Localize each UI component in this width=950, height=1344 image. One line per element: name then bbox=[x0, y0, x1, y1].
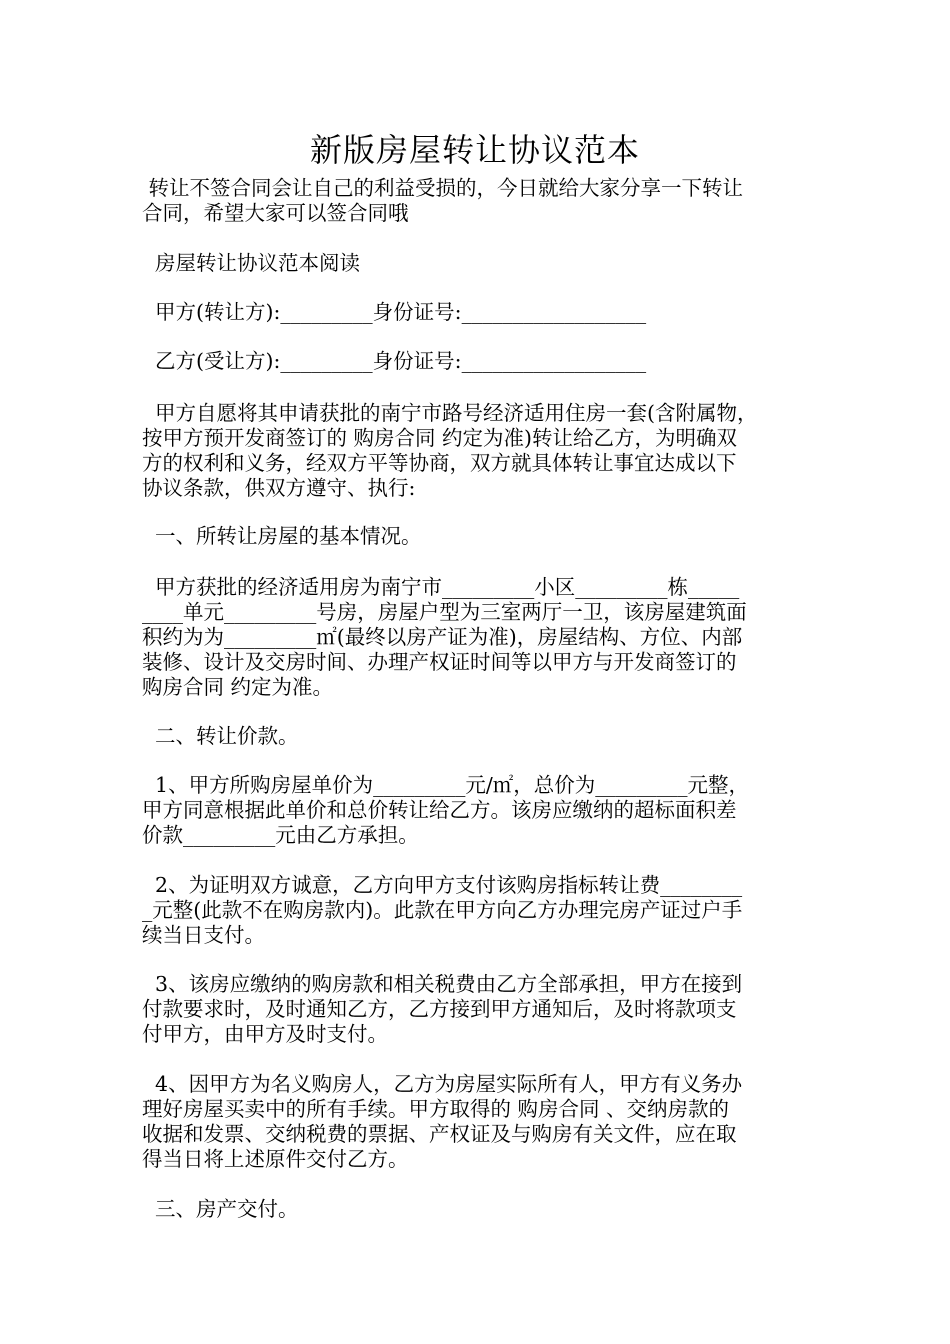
preamble-line: 甲方自愿将其申请获批的南宁市路号经济适用住房一套(含附属物， bbox=[142, 401, 758, 425]
clause-2-line: _元整(此款不在购房款内)。此款在甲方向乙方办理完房产证过户手 bbox=[142, 898, 743, 922]
clause-1-line: 价款_________元由乙方承担。 bbox=[142, 823, 419, 847]
clause-3-line: 3、该房应缴纳的购房款和相关税费由乙方全部承担，甲方在接到 bbox=[142, 972, 743, 996]
document-title: 新版房屋转让协议范本 bbox=[309, 131, 640, 169]
party-b-line: 乙方(受让方):_________身份证号:__________________ bbox=[142, 349, 647, 373]
clause-3-line: 付款要求时，及时通知乙方，乙方接到甲方通知后，及时将款项支 bbox=[142, 997, 737, 1021]
section-1-line: 甲方获批的经济适用房为南宁市_________小区_________栋_____ bbox=[142, 575, 740, 599]
clause-1-line: 1、甲方所购房屋单价为_________元/㎡，总价为_________元整， bbox=[142, 773, 749, 797]
section-1-line: 购房合同 约定为准。 bbox=[142, 675, 334, 699]
party-a-line: 甲方(转让方):_________身份证号:__________________ bbox=[142, 300, 647, 324]
clause-4-line: 4、因甲方为名义购房人，乙方为房屋实际所有人，甲方有义务办 bbox=[142, 1072, 743, 1096]
clause-4-line: 理好房屋买卖中的所有手续。甲方取得的 购房合同 、交纳房款的 bbox=[142, 1097, 730, 1121]
intro-line: 转让不签合同会让自己的利益受损的，今日就给大家分享一下转让 bbox=[142, 176, 744, 200]
clause-1-line: 甲方同意根据此单价和总价转让给乙方。该房应缴纳的超标面积差 bbox=[142, 798, 737, 822]
clause-3-line: 付甲方，由甲方及时支付。 bbox=[142, 1022, 388, 1046]
preamble-line: 方的权利和义务，经双方平等协商，双方就具体转让事宜达成以下 bbox=[142, 451, 737, 475]
preamble-line: 按甲方预开发商签订的 购房合同 约定为准)转让给乙方，为明确双 bbox=[142, 426, 738, 450]
section-1-line: ____单元_________号房，房屋户型为三室两厅一卫，该房屋建筑面 bbox=[142, 600, 747, 624]
section-1-line: 装修、设计及交房时间、办理产权证时间等以甲方与开发商签订的 bbox=[142, 650, 737, 674]
intro-line: 合同，希望大家可以签合同哦 bbox=[142, 201, 409, 225]
section-3-heading: 三、房产交付。 bbox=[142, 1197, 299, 1221]
clause-4-line: 得当日将上述原件交付乙方。 bbox=[142, 1147, 409, 1171]
clause-2-line: 2、为证明双方诚意，乙方向甲方支付该购房指标转让费________ bbox=[142, 873, 743, 897]
section-1-heading: 一、所转让房屋的基本情况。 bbox=[142, 524, 422, 548]
clause-2-line: 续当日支付。 bbox=[142, 923, 265, 947]
clause-4-line: 收据和发票、交纳税费的票据、产权证及与购房有关文件，应在取 bbox=[142, 1122, 737, 1146]
subtitle: 房屋转让协议范本阅读 bbox=[142, 251, 361, 275]
section-1-line: 积约为为_________㎡(最终以房产证为准)，房屋结构、方位、内部 bbox=[142, 625, 743, 649]
preamble-line: 协议条款，供双方遵守、执行: bbox=[142, 476, 416, 500]
section-2-heading: 二、转让价款。 bbox=[142, 724, 299, 748]
